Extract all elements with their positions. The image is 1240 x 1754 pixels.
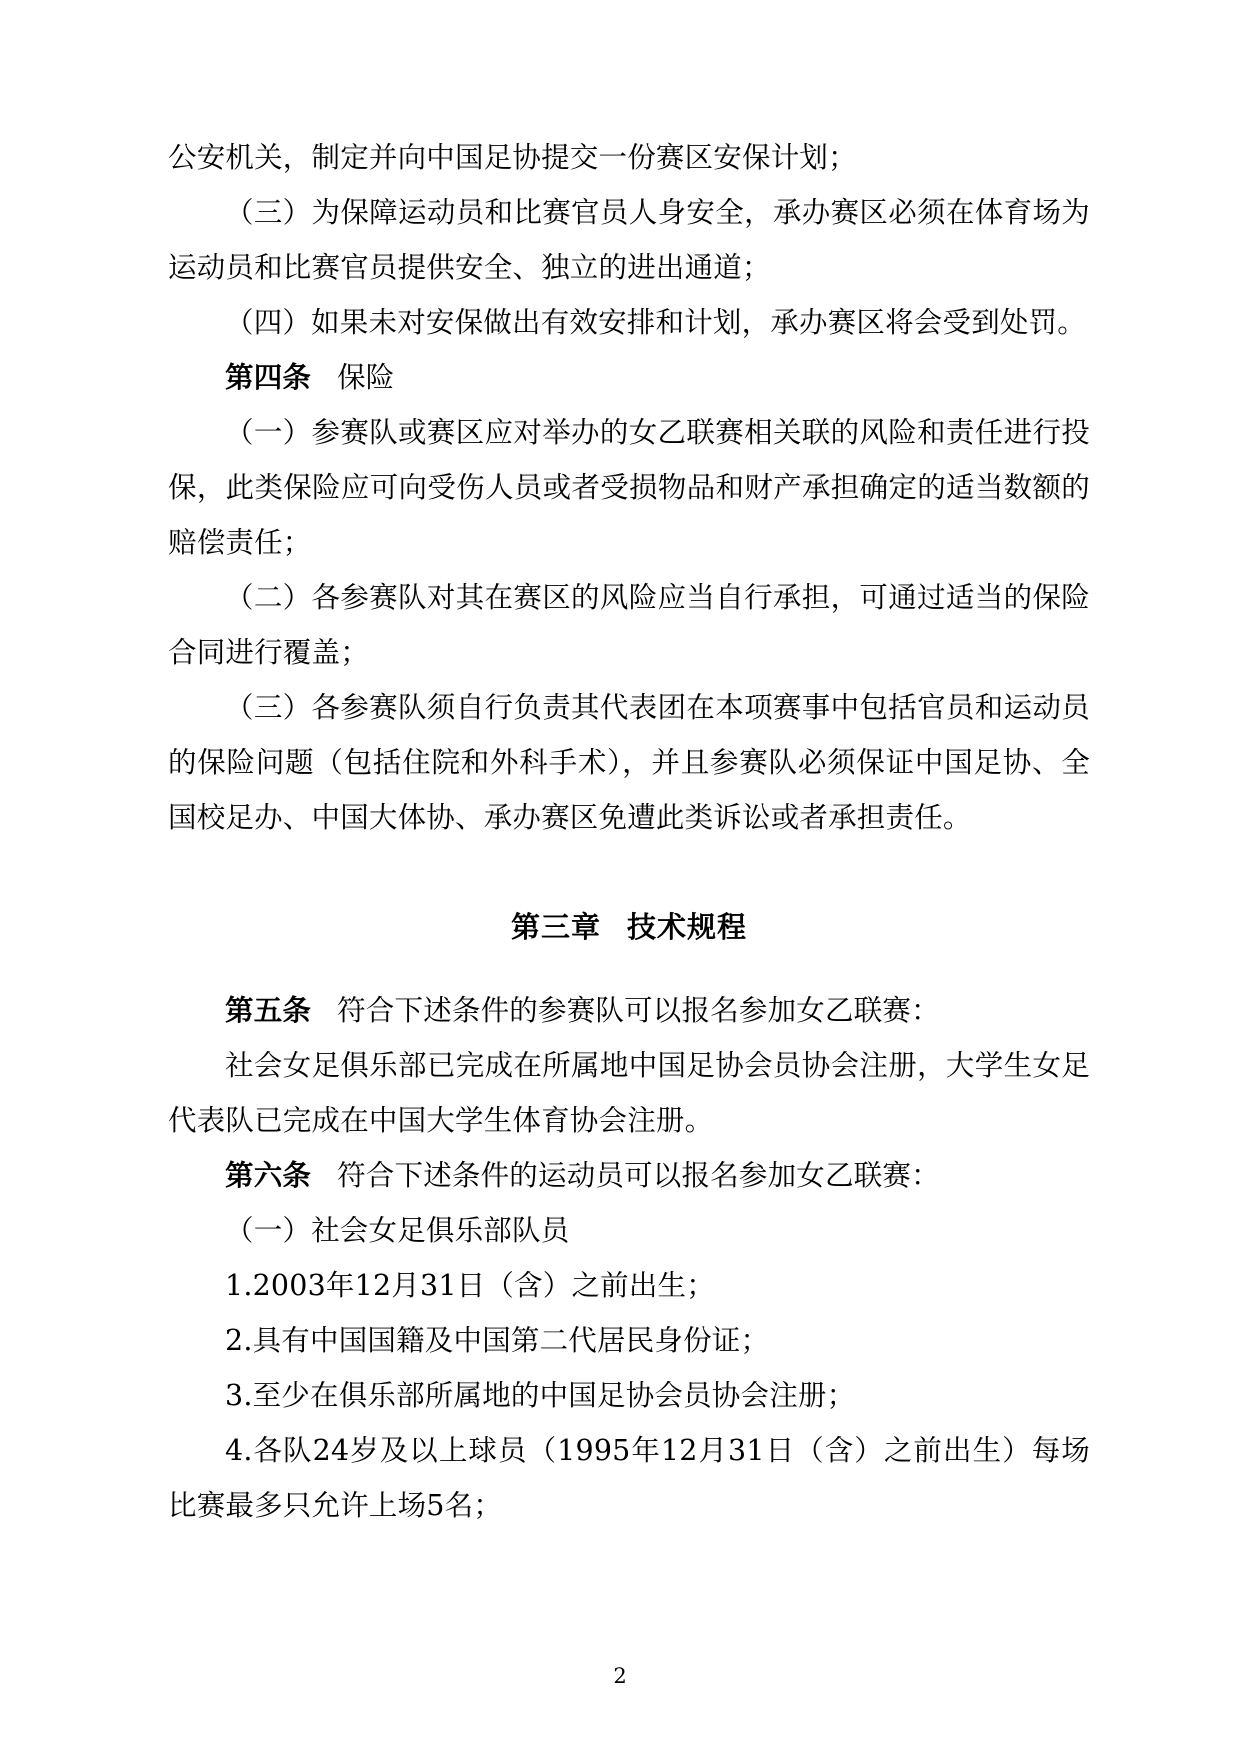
article-text: 符合下述条件的运动员可以报名参加女乙联赛： <box>337 1159 940 1192</box>
article-heading-label: 第四条 <box>225 360 312 394</box>
article-line <box>168 983 1090 1038</box>
article-label: 第五条 <box>225 993 312 1027</box>
article-heading-title: 保险 <box>337 361 395 394</box>
chapter-name: 技术规程 <box>627 910 748 944</box>
paragraph: 1.2003年12月31日（含）之前出生； <box>225 1269 715 1302</box>
article-label: 第六条 <box>225 1158 312 1192</box>
paragraph: （四）如果未对安保做出有效安排和计划，承办赛区将会受到处罚。 <box>225 306 1087 339</box>
article-line <box>168 1148 1090 1203</box>
paragraph: （三）为保障运动员和比赛官员人身安全，承办赛区必须在体育场为运动员和比赛官员提供安全、独立的进出通道； <box>168 196 1090 284</box>
paragraph: 公安机关，制定并向中国足协提交一份赛区安保计划； <box>168 141 857 174</box>
chapter-label: 第三章 <box>510 910 601 944</box>
article-heading <box>168 350 1090 405</box>
paragraph: 社会女足俱乐部已完成在所属地中国足协会员协会注册，大学生女足代表队已完成在中国大学生体育协会注册。 <box>168 1049 1090 1137</box>
paragraph: （二）各参赛队对其在赛区的风险应当自行承担，可通过适当的保险合同进行覆盖； <box>168 581 1090 669</box>
paragraph: （一）参赛队或赛区应对举办的女乙联赛相关联的风险和责任进行投保，此类保险应可向受伤人员或者受损物品和财产承担确定的适当数额的赔偿责任； <box>168 416 1090 559</box>
chapter-title <box>168 900 1090 955</box>
spacer <box>168 845 1090 900</box>
paragraph: 2.具有中国国籍及中国第二代居民身份证； <box>225 1324 770 1357</box>
document-body <box>168 130 1090 1533</box>
article-text: 符合下述条件的参赛队可以报名参加女乙联赛： <box>337 994 940 1027</box>
page-number: 2 <box>613 1664 627 1688</box>
paragraph: 3.至少在俱乐部所属地的中国足协会员协会注册； <box>225 1379 856 1412</box>
paragraph: （三）各参赛队须自行负责其代表团在本项赛事中包括官员和运动员的保险问题（包括住院和外科手术），并且参赛队必须保证中国足协、全国校足办、中国大体协、承办赛区免遭此类诉讼或者承担责任。 <box>168 691 1090 834</box>
spacer <box>168 955 1090 983</box>
paragraph: 4.各队24岁及以上球员（1995年12月31日（含）之前出生）每场比赛最多只允许上场5名； <box>168 1434 1090 1522</box>
paragraph: （一）社会女足俱乐部队员 <box>225 1214 570 1247</box>
